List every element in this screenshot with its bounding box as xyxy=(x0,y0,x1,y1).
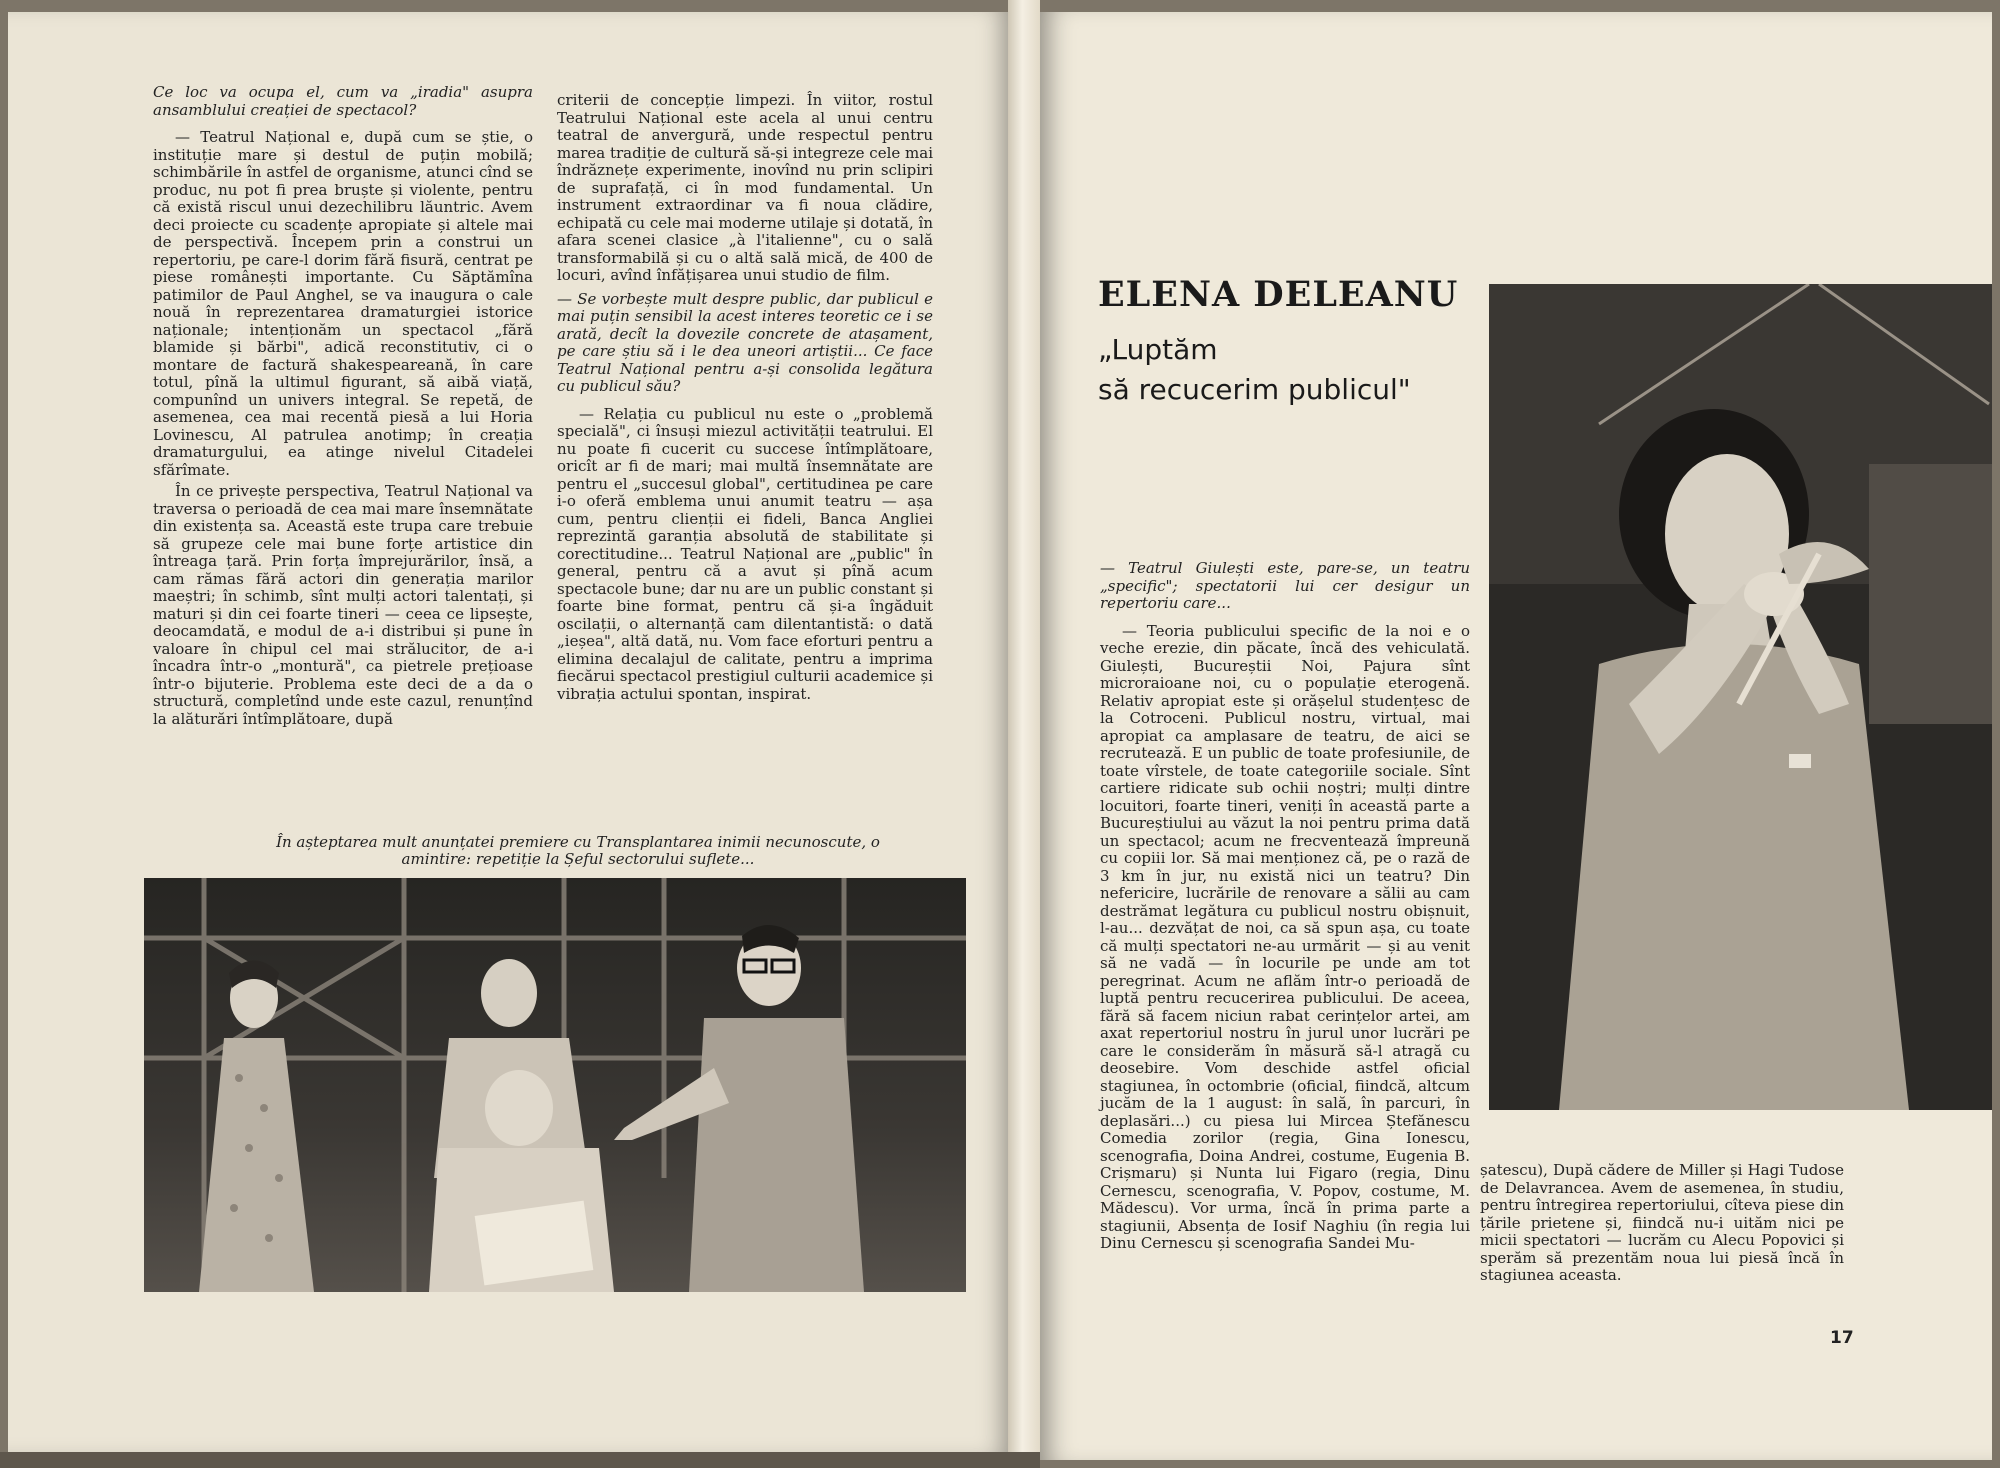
left-page xyxy=(8,12,1008,1452)
paragraph: șatescu), După cădere de Miller și Hagi Tudose de Delavrancea. Avem de asemenea, în studiu, pentru întregirea repertoriului, cîteva piese din țările prietene și, fiindcă nu-i uităm nici pe micii spectatori — lucrăm cu Alecu Popovici și sperăm să prezentăm noua lui piesă încă în stagiunea aceasta. xyxy=(1480,1161,1844,1284)
paragraph: criterii de concepție limpezi. În viitor, rostul Teatrului Național este acela al unui centru teatral de anvergură, unde respectul pentru marea tradiție de cultură să-și integreze cele mai îndrăznețe experimente, inovînd nu prin sclipiri de suprafață, ci în mod fundamental. Un instrument extraordinar va fi noua clădire, echipată cu cele mai moderne utilaje și dotată, în afara scenei clasice „à l'italienne", cu o sală transformabilă și cu o altă sală mică, de 400 de locuri, avînd înfățișarea unui studio de film. xyxy=(557,91,933,284)
interview-question: — Se vorbește mult despre public, dar publicul e mai puțin sensibil la acest interes teoretic ce i se arată, decît la dovezile concrete de atașament, pe care știu să i le dea uneori artiștii... Ce face Teatrul Național pentru a-și consolida legătura cu publicul său? xyxy=(557,289,933,395)
portrait-illustration xyxy=(1489,284,1992,1110)
rehearsal-photo xyxy=(144,878,966,1292)
right-column-continued xyxy=(1480,1162,1844,1289)
paragraph: — Relația cu publicul nu este o „problemă specială", ci însuși miezul activității teatrului. El nu poate fi cucerit cu succese întîmplătoare, oricît ar fi de mari; mai multă însemnătate are pentru el „succesul global", certitudinea pe care i-o oferă emblema unui anumit teatru — așa cum, pentru clienții ei fideli, Banca Angliei reprezintă garanția absolută de stabilitate și corectitudine... Teatrul Național are „public" în general, pentru că a avut și pînă acum spectacole bune; dar nu are un public constant și foarte bine format, pentru că și-a îngăduit oscilații, o alternanță cam dilentantistă: o dată „ieșea", altă dată, nu. Vom face eforturi pentru a elimina decalajul de calitate, pentru a imprima fiecărui spectacol prestigiul culturii academice și vibrația actului spontan, inspirat. xyxy=(557,404,933,703)
paragraph: În ce privește perspectiva, Teatrul Național va traversa o perioadă de cea mai mare însemnătate din existența sa. Această este trupa care trebuie să grupeze cele mai bune forțe artistice din întreaga țară. Prin forța împrejurărilor, însă, a cam rămas fără actori din generația marilor maeștri; în schimb, sînt mulți actori talentați, și maturi și din cei foarte tineri — ceea ce lipsește, deocamdată, e modul de a-i distribui și pune în valoare în chipul cel mai strălucitor, de a-i încadra într-o „montură", ca pietrele prețioase într-o bijuterie. Problema este deci de a da o structură, completînd unde este cazul, renunțînd la alăturări întîmplătoare, după xyxy=(153,482,533,728)
article-subtitle xyxy=(1098,330,1411,410)
binding-gutter xyxy=(1008,0,1040,1468)
table-edge xyxy=(0,1452,1040,1468)
right-column-main xyxy=(1100,560,1470,1257)
left-column-2 xyxy=(557,92,933,707)
paragraph: — Teoria publicului specific de la noi e o veche erezie, din păcate, încă des vehiculată. Giulești, Bucureștii Noi, Pajura sînt microraioane noi, cu o populație eterogenă. Relativ apropiat este și orășelul studențesc de la Cotroceni. Publicul nostru, virtual, mai apropiat ca amplasare de teatru, de aici se recrutează. E un public de toate profesiunile, de toate vîrstele, de toate categoriile sociale. Sînt cartiere ridicate sub ochii noștri; mulți dintre locuitori, foarte tineri, veniți în această parte a Bucureștiului au văzut la noi pentru prima dată un spectacol; acum ne frecventează împreună cu copiii lor. Să mai menționez că, pe o rază de 3 km în jur, nu există nici un teatru? Din nefericire, lucrările de renovare a sălii au cam destrămat legătura cu publicul nostru obișnuit, l-au... dezvățat de noi, ca să spun așa, cu toate că mulți spectatori ne-au urmărit — și au venit să ne vadă — în locurile pe unde am tot peregrinat. Acum ne aflăm într-o perioadă de luptă pentru recucerirea publicului. De aceea, fără să facem niciun rabat cerințelor artei, am axat repertoriul nostru în jurul unor lucrări pe care le considerăm în măsură să-l atragă cu deosebire. Vom deschide astfel oficial stagiunea, în octombrie (oficial, fiindcă, altcum jucăm de la 1 august: în sală, în parcuri, în deplasări...) cu piesa lui Mircea Ștefănescu Comedia zorilor (regia, Gina Ionescu, scenografia, Doina Andrei, costume, Eugenia B. Crișmaru) și Nunta lui Figaro (regia, Dinu Cernescu, scenografia, V. Popov, costume, M. Mădescu). Vor urma, încă în prima parte a stagiunii, Absența de Iosif Naghiu (în regia lui Dinu Cernescu și scenografia Sandei Mu- xyxy=(1100,621,1470,1252)
article-title: ELENA DELEANU xyxy=(1098,274,1459,315)
portrait-photo xyxy=(1489,284,1992,1110)
left-column-1 xyxy=(153,84,533,732)
rehearsal-scene-illustration xyxy=(144,878,966,1292)
interview-question: — Teatrul Giulești este, pare-se, un teatru „specific"; spectatorii lui cer desigur un repertoriu care... xyxy=(1100,559,1470,612)
page-number: 17 xyxy=(1830,1328,1854,1348)
subtitle-line: să recucerim publicul" xyxy=(1098,373,1411,406)
right-page xyxy=(1040,12,1992,1460)
photo-caption: În așteptarea mult anunțatei premiere cu Transplantarea inimii necunoscute, o amintire: repetiție la Șeful sectorului suflete... xyxy=(276,833,880,868)
paragraph: — Teatrul Național e, după cum se știe, o instituție mare și destul de puțin mobilă; schimbările în astfel de organisme, atunci cînd se produc, nu pot fi prea bruște și violente, pentru că există riscul unui dezechilibru lăuntric. Avem deci proiecte cu scadențe apropiate și altele mai de perspectivă. Începem prin a construi un repertoriu, pe care-l dorim fără fisură, centrat pe piese românești importante. Cu Săptămîna patimilor de Paul Anghel, se va inaugura o cale nouă în reprezentarea dramaturgiei istorice naționale; intenționăm un spectacol „fără blamide și bărbi", adică reconstitutiv, ci o montare de factură shakespeareană, în care totul, pînă la ultimul figurant, să aibă viață, compunînd un univers integral. Se repetă, de asemenea, cea mai recentă piesă a lui Horia Lovinescu, Al patrulea anotimp; în creația dramaturgului, ea atinge nivelul Citadelei sfărîmate. xyxy=(153,128,533,479)
interview-question: Ce loc va ocupa el, cum va „iradia" asupra ansamblului creației de spectacol? xyxy=(153,83,533,119)
subtitle-line: „Luptăm xyxy=(1098,333,1218,366)
